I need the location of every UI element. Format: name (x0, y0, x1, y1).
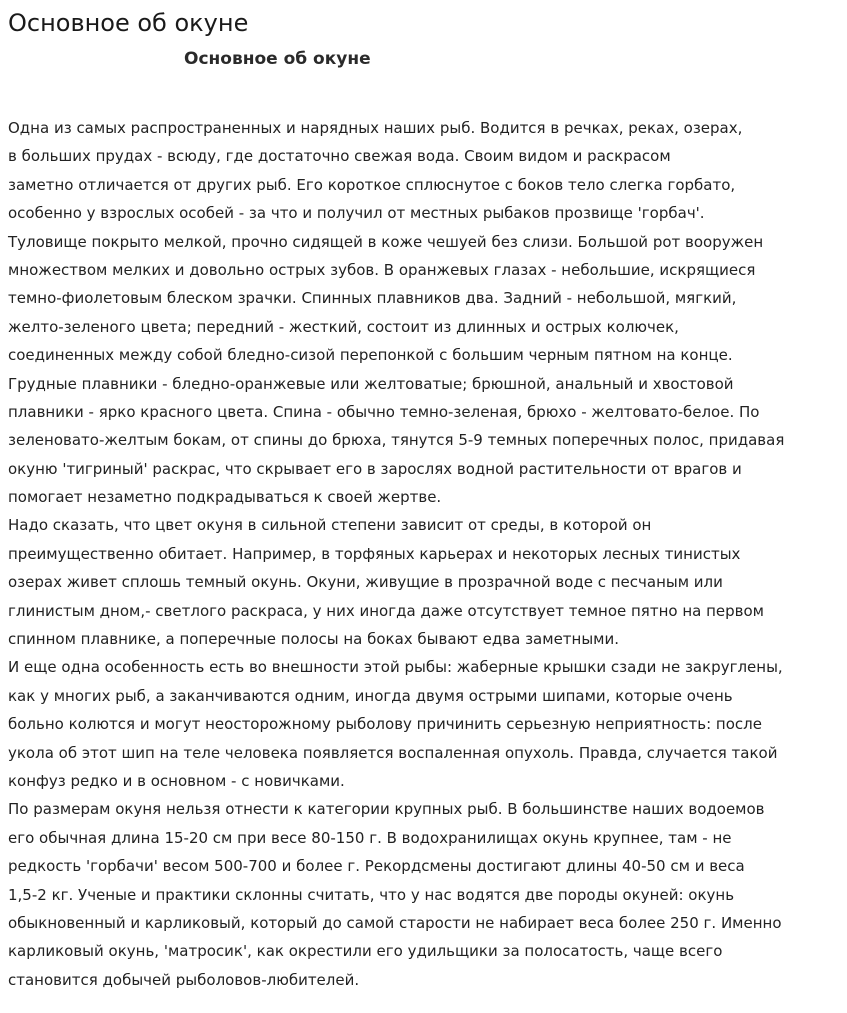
text-line: как у многих рыб, а заканчиваются одним, иногда двумя острыми шипами, которые очень (8, 686, 733, 705)
text-line: Туловище покрыто мелкой, прочно сидящей в коже чешуей без слизи. Большой рот вооружен (8, 232, 764, 251)
text-line: озерах живет сплошь темный окунь. Окуни, живущие в прозрачной воде с песчаным или (8, 573, 723, 592)
text-line: зеленовато-желтым бокам, от спины до брюха, тянутся 5-9 темных поперечных полос, придавая (8, 431, 785, 450)
text-line: спинном плавнике, а поперечные полосы на боках бывают едва заметными. (8, 630, 620, 649)
text-line: в больших прудах - всюду, где достаточно свежая вода. Своим видом и раскрасом (8, 147, 671, 166)
text-line: особенно у взрослых особей - за что и получил от местных рыбаков прозвище 'горбач'. (8, 204, 705, 223)
text-line: желто-зеленого цвета; передний - жесткий, состоит из длинных и острых колючек, (8, 317, 679, 336)
text-line: плавники - ярко красного цвета. Спина - обычно темно-зеленая, брюхо - желтовато-белое. По (8, 402, 760, 421)
text-line: конфуз редко и в основном - с новичками. (8, 771, 345, 790)
text-line: темно-фиолетовым блеском зрачки. Спинных плавников два. Задний - небольшой, мягкий, (8, 289, 737, 308)
text-line: помогает незаметно подкрадываться к своей жертве. (8, 488, 442, 507)
text-line: 1,5-2 кг. Ученые и практики склонны считать, что у нас водятся две породы окуней: окунь (8, 885, 735, 904)
text-line: редкость 'горбачи' весом 500-700 и более г. Рекордсмены достигают длины 40-50 см и веса (8, 857, 745, 876)
text-line: И еще одна особенность есть во внешности этой рыбы: жаберные крышки сзади не закруглены, (8, 658, 783, 677)
text-line: Одна из самых распространенных и нарядных наших рыб. Водится в речках, реках, озерах, (8, 119, 743, 137)
text-line: По размерам окуня нельзя отнести к категории крупных рыб. В большинстве наших водоемов (8, 800, 765, 819)
text-line: преимущественно обитает. Например, в торфяных карьерах и некоторых лесных тинистых (8, 544, 741, 563)
text-line: множеством мелких и довольно острых зубов. В оранжевых глазах - небольшие, искрящиеся (8, 260, 756, 279)
article-body (8, 114, 844, 994)
text-line: заметно отличается от других рыб. Его короткое сплюснутое с боков тело слегка горбато, (8, 175, 736, 194)
text-line: Надо сказать, что цвет окуня в сильной степени зависит от среды, в которой он (8, 516, 652, 535)
text-line: карликовый окунь, 'матросик', как окрестили его удильщики за полосатость, чаще всего (8, 942, 723, 961)
text-line: Грудные плавники - бледно-оранжевые или желтоватые; брюшной, анальный и хвостовой (8, 374, 734, 393)
article-title: Основное об окуне (184, 49, 371, 69)
text-line: становится добычей рыболовов-любителей. (8, 970, 360, 989)
text-line: его обычная длина 15-20 см при весе 80-150 г. В водохранилищах окунь крупнее, там - не (8, 828, 732, 847)
page-header: Основное об окуне (8, 9, 249, 37)
text-line: обыкновенный и карликовый, который до самой старости не набирает веса более 250 г. Именно (8, 913, 782, 932)
text-line: окуню 'тигриный' раскрас, что скрывает его в зарослях водной растительности от врагов и (8, 459, 742, 478)
text-line: больно колются и могут неосторожному рыболову причинить серьезную неприятность: после (8, 715, 762, 734)
text-line: укола об этот шип на теле человека появляется воспаленная опухоль. Правда, случается такой (8, 743, 778, 762)
text-line: глинистым дном,- светлого раскраса, у них иногда даже отсутствует темное пятно на первом (8, 601, 764, 620)
text-line: соединенных между собой бледно-сизой перепонкой с большим черным пятном на конце. (8, 346, 733, 365)
